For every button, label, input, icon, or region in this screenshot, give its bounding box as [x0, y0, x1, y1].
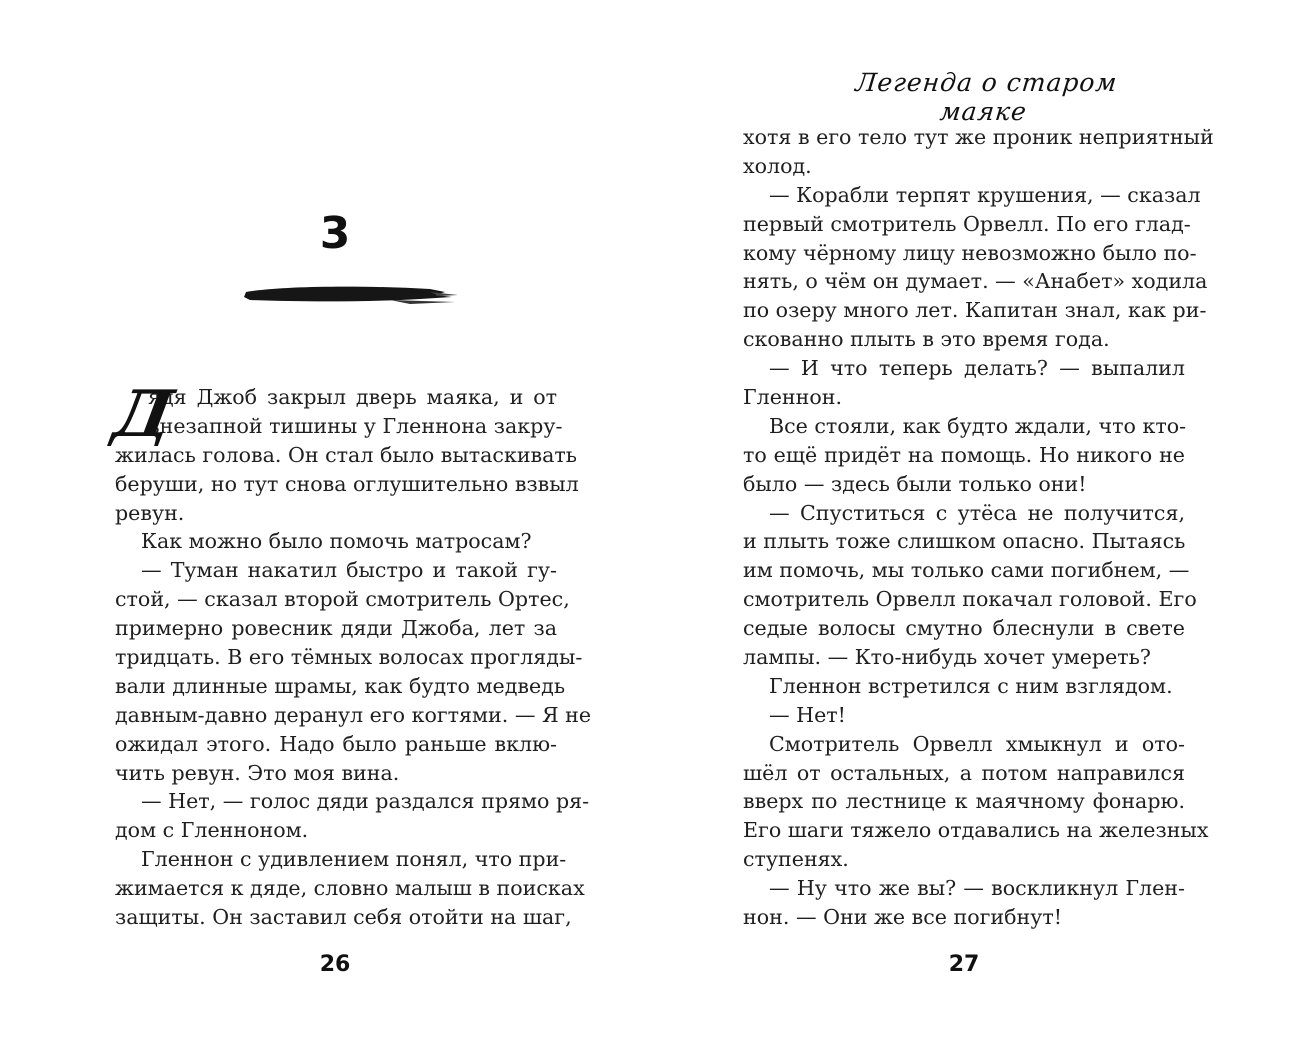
text-line: — Туман накатил быстро и такой гу-: [141, 558, 557, 583]
text-line: первый смотритель Орвелл. По его глад-: [743, 211, 1191, 236]
text-line: по озеру много лет. Капитан знал, как ри-: [743, 298, 1207, 323]
text-line: стой, — сказал второй смотритель Ортес,: [115, 587, 570, 612]
text-line: нон. — Они же все погибнут!: [743, 905, 1063, 930]
text-line: — И что теперь делать? — выпалил: [769, 356, 1185, 381]
text-line: давным-давно деранул его когтями. — Я не: [115, 702, 592, 727]
text-line: Смотритель Орвелл хмыкнул и ото-: [769, 731, 1185, 756]
brush-stroke-divider: [240, 280, 460, 310]
text-line: смотритель Орвелл покачал головой. Его: [743, 587, 1197, 612]
text-line: Все стояли, как будто ждали, что кто-: [769, 413, 1187, 438]
text-line: тридцать. В его тёмных волосах прогляды-: [115, 645, 583, 670]
text-line: — Нет, — голос дяди раздался прямо ря-: [141, 789, 590, 814]
text-line: Его шаги тяжело отдавались на железных: [743, 818, 1209, 843]
text-line: — Ну что же вы? — воскликнул Глен-: [769, 876, 1185, 901]
text-line: — Нет!: [769, 702, 846, 727]
drop-cap: Д: [108, 377, 179, 452]
chapter-number: 3: [319, 208, 351, 259]
text-line: Гленнон с удивлением понял, что при-: [141, 847, 567, 872]
text-line: ожидал этого. Надо было раньше вклю-: [115, 731, 557, 756]
text-line: им помочь, мы только сами погибнем, —: [743, 558, 1190, 583]
text-line: внезапной тишины у Гленнона закру-: [148, 413, 563, 438]
text-line: было — здесь были только они!: [743, 471, 1087, 496]
body-text-right: [743, 123, 1214, 932]
text-line: Как можно было помочь матросам?: [141, 529, 532, 554]
text-line: скованно плыть в это время года.: [743, 327, 1110, 352]
text-line: седые волосы смутно блеснули в свете: [743, 616, 1185, 641]
text-line: дом с Гленноном.: [115, 818, 309, 843]
right-page: [650, 0, 1300, 1040]
text-line: и плыть тоже слишком опасно. Пытаясь: [743, 529, 1186, 554]
text-line: жилась голова. Он стал было вытаскивать: [115, 442, 578, 467]
text-line: защиты. Он заставил себя отойти на шаг,: [115, 905, 572, 930]
text-line: — Корабли терпят крушения, — сказал: [769, 182, 1201, 207]
text-line: кому чёрному лицу невозможно было по-: [743, 240, 1197, 265]
page-number-left: 26: [319, 952, 351, 977]
text-line: лампы. — Кто-нибудь хочет умереть?: [743, 645, 1151, 670]
text-line: чить ревун. Это моя вина.: [115, 760, 400, 785]
text-line: ступенях.: [743, 847, 849, 872]
text-line: хотя в его тело тут же проник неприятный: [743, 125, 1214, 149]
text-line: беруши, но тут снова оглушительно взвыл: [115, 471, 579, 496]
text-line: холод.: [743, 153, 812, 178]
text-line: Гленнон.: [743, 385, 843, 410]
text-line: шёл от остальных, а потом направился: [743, 760, 1185, 785]
text-line: ядя Джоб закрыл дверь маяка, и от: [148, 385, 557, 409]
running-head: Легенда о старом маяке: [854, 68, 1119, 126]
text-line: — Спуститься с утёса не получится,: [769, 500, 1185, 525]
text-line: вверх по лестнице к маячному фонарю.: [743, 789, 1185, 814]
text-line: вали длинные шрамы, как будто медведь: [115, 673, 566, 698]
text-line: Гленнон встретился с ним взглядом.: [769, 673, 1173, 698]
text-line: то ещё придёт на помощь. Но никого не: [743, 442, 1185, 467]
text-line: нять, о чём он думает. — «Анабет» ходила: [743, 269, 1208, 294]
text-line: примерно ровесник дяди Джоба, лет за: [115, 616, 557, 641]
text-line: жимается к дяде, словно малыш в поисках: [115, 876, 585, 901]
body-text-left: [108, 377, 592, 932]
page-number-right: 27: [948, 952, 980, 977]
text-line: ревун.: [115, 500, 185, 525]
